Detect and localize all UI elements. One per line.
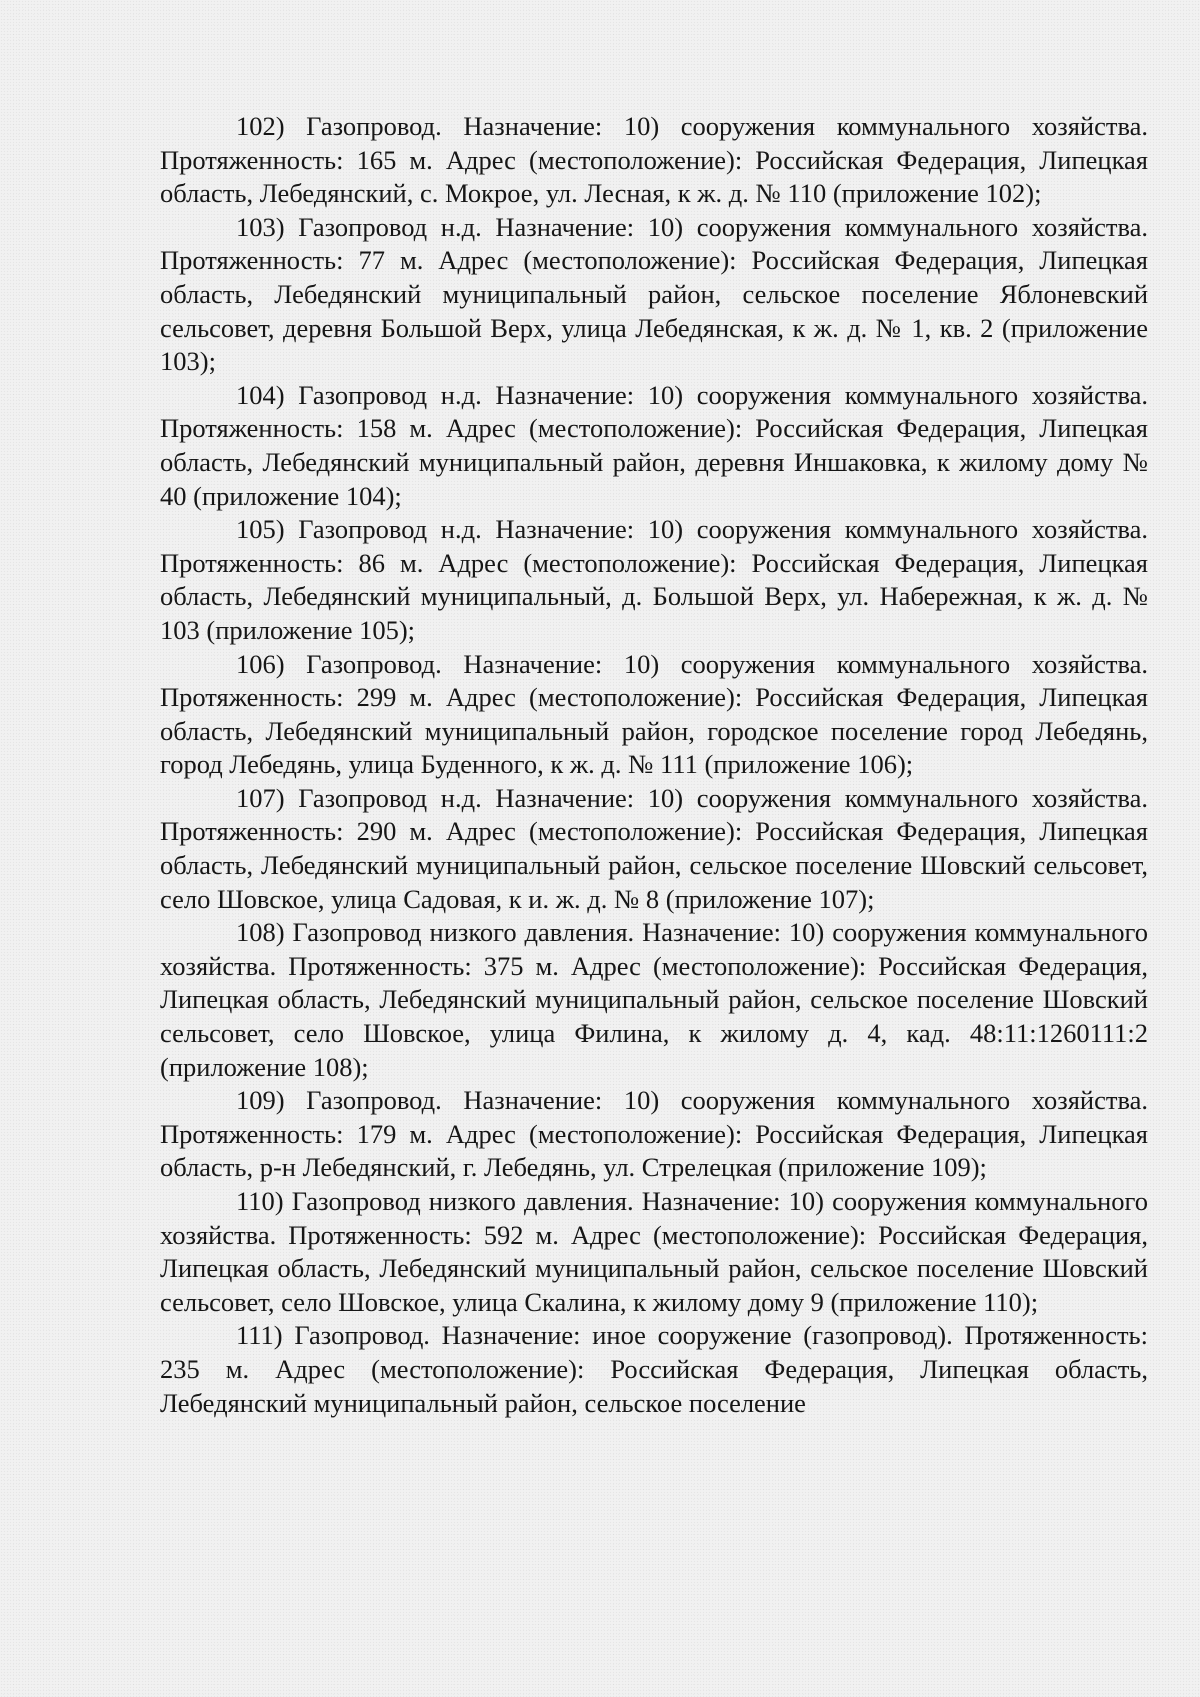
list-item-109: 109) Газопровод. Назначение: 10) сооружения коммунального хозяйства. Протяженность: 179 м. Адрес (местоположение): Российская Федерация, Липецкая область, р-н Лебедянский, г. Лебедянь, ул. Стрелецкая (приложение 109); (160, 1085, 1148, 1183)
list-item-107: 107) Газопровод н.д. Назначение: 10) сооружения коммунального хозяйства. Протяженность: 290 м. Адрес (местоположение): Российская Федерация, Липецкая область, Лебедянский муниципальный район, сельское поселение Шовский сельсовет, село Шовское, улица Садовая, к и. ж. д. № 8 (приложение 107); (160, 782, 1148, 914)
list-item-105: 105) Газопровод н.д. Назначение: 10) сооружения коммунального хозяйства. Протяженность: 86 м. Адрес (местоположение): Российская Федерация, Липецкая область, Лебедянский муниципальный, д. Большой Верх, ул. Набережная, к ж. д. № 103 (приложение 105); (160, 514, 1148, 645)
document-body (160, 110, 1148, 1420)
list-item-102: 102) Газопровод. Назначение: 10) сооружения коммунального хозяйства. Протяженность: 165 м. Адрес (местоположение): Российская Федерация, Липецкая область, Лебедянский, с. Мокрое, ул. Лесная, к ж. д. № 110 (приложение 102); (160, 111, 1148, 209)
list-item-103: 103) Газопровод н.д. Назначение: 10) сооружения коммунального хозяйства. Протяженность: 77 м. Адрес (местоположение): Российская Федерация, Липецкая область, Лебедянский муниципальный район, сельское поселение Яблоневский сельсовет, деревня Большой Верх, улица Лебедянская, к ж. д. № 1, кв. 2 (приложение 103); (160, 211, 1148, 377)
list-item-104: 104) Газопровод н.д. Назначение: 10) сооружения коммунального хозяйства. Протяженность: 158 м. Адрес (местоположение): Российская Федерация, Липецкая область, Лебедянский муниципальный район, деревня Иншаковка, к жилому дому № 40 (приложение 104); (160, 379, 1148, 511)
list-item-108: 108) Газопровод низкого давления. Назначение: 10) сооружения коммунального хозяйства. Протяженность: 375 м. Адрес (местоположение): Российская Федерация, Липецкая область, Лебедянский муниципальный район, сельское поселение Шовский сельсовет, село Шовское, улица Филина, к жилому д. 4, кад. 48:11:1260111:2 (приложение 108); (160, 917, 1148, 1082)
list-item-111: 111) Газопровод. Назначение: иное сооружение (газопровод). Протяженность: 235 м. Адрес (местоположение): Российская Федерация, Липецкая область, Лебедянский муниципальный район, сельское поселение (160, 1320, 1148, 1418)
list-item-110: 110) Газопровод низкого давления. Назначение: 10) сооружения коммунального хозяйства. Протяженность: 592 м. Адрес (местоположение): Российская Федерация, Липецкая область, Лебедянский муниципальный район, сельское поселение Шовский сельсовет, село Шовское, улица Скалина, к жилому дому 9 (приложение 110); (160, 1186, 1148, 1317)
list-item-106: 106) Газопровод. Назначение: 10) сооружения коммунального хозяйства. Протяженность: 299 м. Адрес (местоположение): Российская Федерация, Липецкая область, Лебедянский муниципальный район, городское поселение город Лебедянь, город Лебедянь, улица Буденного, к ж. д. № 111 (приложение 106); (160, 648, 1148, 780)
